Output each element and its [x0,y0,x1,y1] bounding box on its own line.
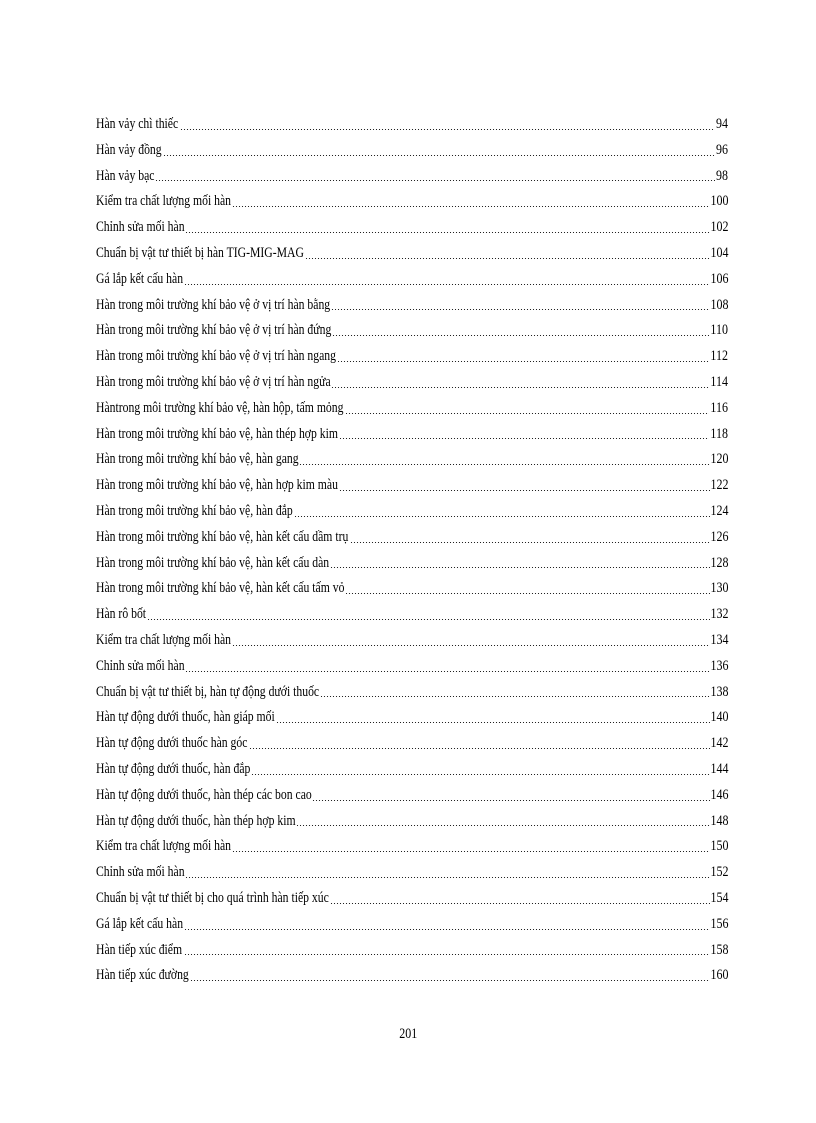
toc-entry-page: 98 [716,167,728,184]
toc-entry-page: 144 [710,760,728,777]
toc-entry [96,344,728,370]
page-number [0,1026,816,1043]
toc-entry-page: 108 [710,296,728,313]
toc-entry [96,267,728,293]
toc-entry-page: 96 [716,141,728,158]
toc-dot-leader [249,748,710,749]
toc-entry-title: Hàn trong môi trường khí bảo vệ ở vị trí hàn đứng [96,322,332,339]
toc-entry [96,731,728,757]
toc-dot-leader [184,284,710,285]
toc-entry-page: 134 [710,631,728,648]
toc-entry-title: Chỉnh sửa mối hàn [96,864,185,881]
toc-dot-leader [339,438,709,439]
toc-dot-leader [337,361,710,362]
toc-entry-page: 94 [716,116,728,132]
toc-entry-title: Kiểm tra chất lượng mối hàn [96,193,232,210]
toc-entry [96,215,728,241]
toc-entry-page: 156 [710,915,728,932]
toc-dot-leader [299,464,709,465]
toc-entry [96,963,728,989]
toc-entry [96,525,728,551]
toc-entry-page: 148 [710,812,728,829]
toc-entry-title: Chuẩn bị vật tư thiết bị hàn TIG-MIG-MAG [96,244,304,261]
toc-entry-title: Gá lắp kết cấu hàn [96,270,184,287]
toc-dot-leader [320,696,709,697]
toc-dot-leader [232,645,709,646]
toc-entry [96,164,728,190]
toc-entry [96,705,728,731]
toc-entry-title: Hàn trong môi trường khí bảo vệ, hàn gang [96,451,299,468]
toc-entry-page: 150 [710,838,728,855]
toc-entry-title: Hàn tự động dưới thuốc, hàn đắp [96,760,251,777]
toc-entry [96,318,728,344]
toc-entry-title: Gá lắp kết cấu hàn [96,915,184,932]
toc-entry [96,370,728,396]
toc-dot-leader [312,800,709,801]
toc-entry [96,886,728,912]
toc-entry [96,112,728,138]
toc-entry-page: 152 [710,864,728,881]
toc-dot-leader [185,232,709,233]
toc-entry [96,551,728,577]
toc-dot-leader [330,903,709,904]
toc-entry [96,860,728,886]
toc-dot-leader [155,180,715,181]
toc-entry-page: 112 [710,348,728,365]
toc-entry-title: Chỉnh sửa mối hàn [96,657,185,674]
toc-entry-page: 146 [710,786,728,803]
toc-entry-title: Hàn trong môi trường khí bảo vệ, hàn thép hợp kim [96,425,338,442]
toc-dot-leader [294,516,709,517]
toc-entry-title: Chỉnh sửa mối hàn [96,219,185,236]
toc-entry-title: Hàn trong môi trường khí bảo vệ, hàn kết cấu tấm vỏ [96,580,345,597]
toc-entry-page: 158 [710,941,728,958]
toc-entry-title: Hàntrong môi trường khí bảo vệ, hàn hộp, tấm mỏng [96,399,344,416]
toc-entry-page: 114 [710,373,728,390]
toc-dot-leader [180,129,715,130]
toc-entry-title: Hàn trong môi trường khí bảo vệ ở vị trí hàn ngang [96,348,337,365]
toc-entry [96,938,728,964]
toc-entry-title: Hàn vảy đồng [96,141,162,158]
toc-entry [96,422,728,448]
page-number-text: 201 [399,1026,417,1042]
toc-entry-page: 106 [710,270,728,287]
toc-entry-page: 160 [710,967,728,984]
toc-entry [96,783,728,809]
toc-entry [96,576,728,602]
toc-dot-leader [232,851,709,852]
toc-entry-title: Hàn tự động dưới thuốc hàn góc [96,735,248,752]
toc-entry [96,473,728,499]
toc-dot-leader [232,206,709,207]
toc-dot-leader [296,825,709,826]
toc-dot-leader [190,980,710,981]
toc-entry-page: 100 [710,193,728,210]
toc-entry-title: Hàn trong môi trường khí bảo vệ ở vị trí hàn bằng [96,296,331,313]
toc-entry [96,602,728,628]
toc-dot-leader [332,335,710,336]
toc-entry [96,499,728,525]
table-of-contents [96,112,728,989]
toc-entry-title: Kiểm tra chất lượng mối hàn [96,838,232,855]
toc-dot-leader [345,593,710,594]
toc-entry-page: 130 [710,580,728,597]
toc-dot-leader [184,929,710,930]
toc-entry-title: Hàn vảy chì thiếc [96,116,179,132]
toc-entry-title: Chuẩn bị vật tư thiết bị cho quá trình hàn tiếp xúc [96,889,329,906]
toc-entry-page: 120 [710,451,728,468]
toc-entry-page: 154 [710,889,728,906]
toc-entry-title: Hàn rô bốt [96,606,147,623]
toc-entry-page: 122 [710,477,728,494]
toc-dot-leader [251,774,709,775]
toc-entry-page: 136 [710,657,728,674]
toc-dot-leader [345,413,710,414]
toc-entry-title: Hàn trong môi trường khí bảo vệ, hàn kết cấu dầm trụ [96,528,349,545]
toc-entry-page: 104 [710,244,728,261]
toc-dot-leader [185,877,709,878]
toc-entry [96,680,728,706]
toc-entry [96,447,728,473]
toc-dot-leader [330,567,709,568]
toc-entry [96,809,728,835]
toc-entry-page: 128 [710,554,728,571]
toc-entry-page: 124 [710,502,728,519]
toc-entry [96,757,728,783]
toc-entry-page: 102 [710,219,728,236]
toc-entry-title: Hàn tự động dưới thuốc, hàn thép hợp kim [96,812,296,829]
toc-entry [96,396,728,422]
toc-entry [96,834,728,860]
toc-entry-page: 110 [710,322,728,339]
toc-dot-leader [331,387,709,388]
toc-dot-leader [184,954,710,955]
toc-entry-page: 132 [710,606,728,623]
toc-entry-title: Kiểm tra chất lượng mối hàn [96,631,232,648]
toc-entry-title: Hàn tự động dưới thuốc, hàn giáp mối [96,709,275,726]
toc-entry-page: 126 [710,528,728,545]
toc-entry-page: 138 [710,683,728,700]
toc-dot-leader [185,671,709,672]
toc-entry-title: Hàn tiếp xúc đường [96,967,189,984]
toc-entry-title: Hàn tiếp xúc điểm [96,941,183,958]
toc-entry-title: Chuẩn bị vật tư thiết bị, hàn tự động dưới thuốc [96,683,320,700]
toc-dot-leader [163,155,715,156]
toc-dot-leader [350,542,710,543]
toc-entry-title: Hàn vảy bạc [96,167,155,184]
toc-entry [96,654,728,680]
toc-dot-leader [339,490,709,491]
toc-entry-title: Hàn trong môi trường khí bảo vệ ở vị trí hàn ngửa [96,373,331,390]
toc-entry-title: Hàn trong môi trường khí bảo vệ, hàn kết cấu dàn [96,554,330,571]
toc-entry [96,241,728,267]
toc-entry-title: Hàn tự động dưới thuốc, hàn thép các bon cao [96,786,312,803]
toc-entry [96,628,728,654]
toc-dot-leader [276,722,710,723]
toc-entry-title: Hàn trong môi trường khí bảo vệ, hàn đắp [96,502,293,519]
toc-entry-page: 116 [710,399,728,416]
toc-entry [96,912,728,938]
toc-dot-leader [147,619,709,620]
toc-entry [96,189,728,215]
toc-entry-page: 118 [710,425,728,442]
toc-entry-title: Hàn trong môi trường khí bảo vệ, hàn hợp kim màu [96,477,338,494]
toc-dot-leader [331,309,709,310]
toc-entry [96,293,728,319]
toc-dot-leader [305,258,710,259]
toc-entry-page: 140 [710,709,728,726]
toc-entry [96,138,728,164]
toc-entry-page: 142 [710,735,728,752]
